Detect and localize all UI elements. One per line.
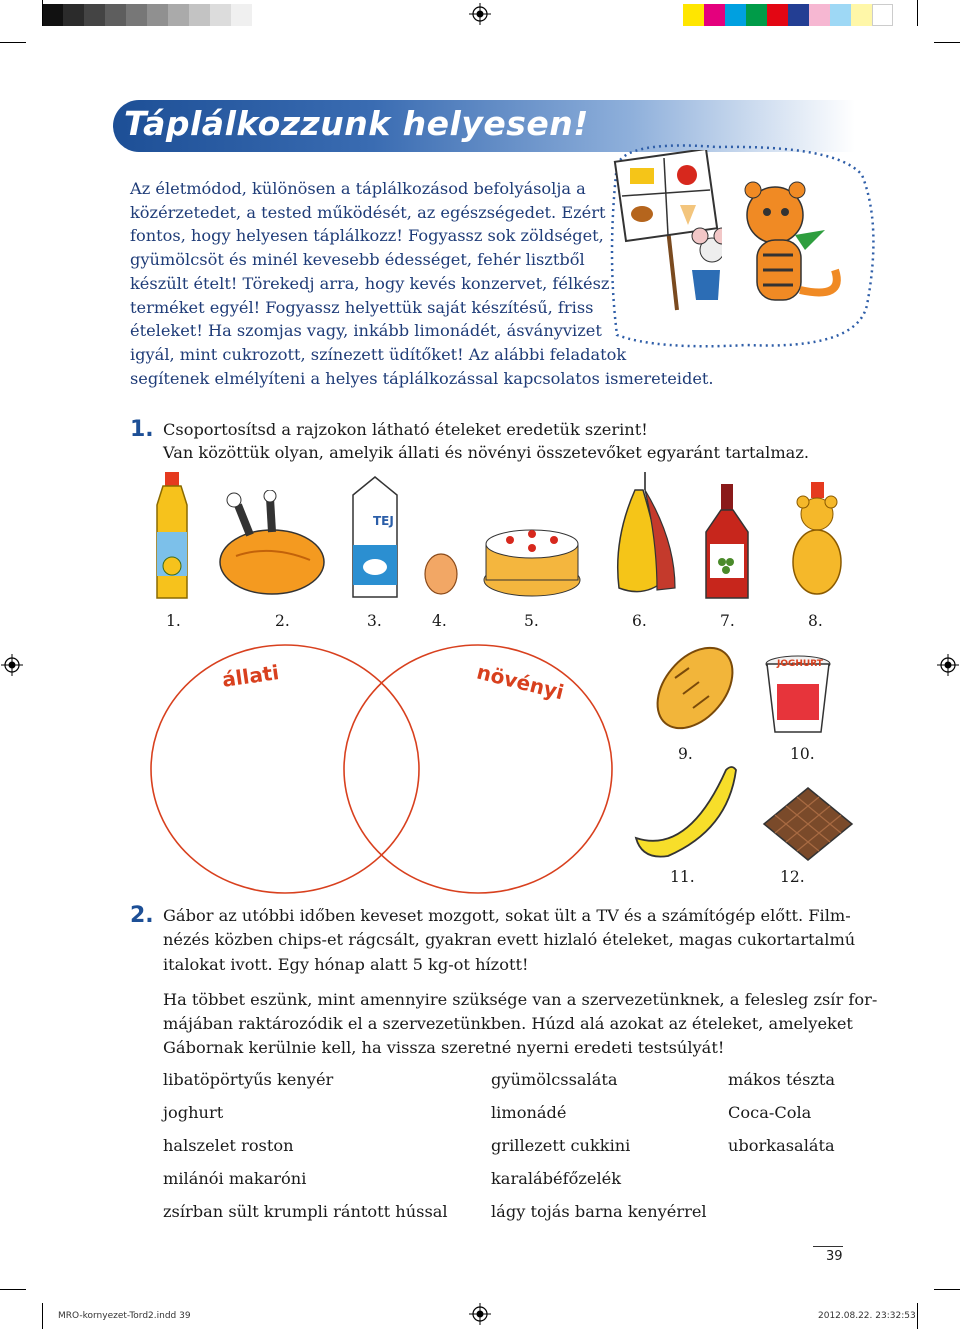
honey-bear-icon [785, 480, 850, 598]
food-number: 5. [524, 612, 539, 630]
food-word[interactable]: halszelet roston [163, 1136, 294, 1155]
intro-line: igyál, mint cukrozott, színezett üdítőket! Az alábbi feladatok [130, 344, 627, 364]
bread-icon [645, 638, 745, 738]
registration-mark-icon [937, 654, 959, 676]
task-1-number: 1. [130, 417, 154, 442]
intro-paragraph [130, 177, 740, 390]
yogurt-cup-icon [763, 652, 833, 737]
chocolate-bar-icon [760, 784, 855, 864]
food-number: 1. [166, 612, 181, 630]
venn-label-plant: növényi [474, 659, 567, 705]
task-2-text-line: italokat ivott. Egy hónap alatt 5 kg-ot hízott! [163, 955, 529, 974]
food-word[interactable]: karalábéfőzelék [491, 1169, 622, 1188]
intro-line: fontos, hogy helyesen táplálkozz! Fogyassz sok zöldséget, [130, 226, 604, 246]
food-number: 11. [670, 868, 695, 886]
task-2-text-line: májában raktározódik el a szervezetünkben. Húzd alá azokat az ételeket, amelyeket [163, 1014, 853, 1033]
food-number: 9. [678, 745, 693, 763]
roast-chicken-icon [210, 490, 330, 600]
food-number: 7. [720, 612, 735, 630]
task-2-number: 2. [130, 903, 154, 928]
task-1-line: Van közöttük olyan, amelyik állati és növényi összetevőket egyaránt tartalmaz. [163, 443, 810, 462]
intro-line: ételeket! Ha szomjas vagy, inkább limonádét, ásványvizet [130, 321, 602, 341]
milk-carton-icon [345, 475, 405, 600]
food-number: 10. [790, 745, 815, 763]
food-word[interactable]: libatöpörtyűs kenyér [163, 1070, 334, 1089]
food-word[interactable]: gyümölcssaláta [491, 1070, 618, 1089]
food-word[interactable]: grillezett cukkini [491, 1136, 631, 1155]
oil-bottle-icon [145, 470, 200, 605]
food-word[interactable]: lágy tojás barna kenyérrel [491, 1202, 707, 1221]
banana-icon [628, 760, 743, 860]
crop-mark [0, 1289, 26, 1290]
food-number: 12. [780, 868, 805, 886]
intro-line: közérzetedet, a tested működését, az egészségedet. Ezért [130, 202, 606, 222]
food-number: 6. [632, 612, 647, 630]
tiger-mascot-icon [735, 180, 865, 320]
task-2-text-line: nézés közben chips-et rágcsált, gyakran evett hizlaló ételeket, magas cukortartalmú [163, 930, 856, 949]
task-2-text-line: Ha többet eszünk, mint amennyire szüksége van a szervezetünknek, a felesleg zsír for- [163, 990, 878, 1009]
crop-mark [917, 0, 918, 26]
food-word[interactable]: mákos tészta [728, 1070, 836, 1089]
registration-mark-icon [469, 1303, 491, 1325]
cake-icon [480, 520, 585, 600]
food-word[interactable]: zsírban sült krumpli rántott hússal [163, 1202, 448, 1221]
food-number: 3. [367, 612, 382, 630]
food-number: 2. [275, 612, 290, 630]
yogurt-label: JOGHURT [777, 659, 823, 669]
intro-line: Az életmódod, különösen a táplálkozásod befolyásolja a [130, 179, 586, 198]
page-number-rule [813, 1246, 843, 1247]
task-2-text-line: Gábor az utóbbi időben keveset mozgott, sokat ült a TV és a számítógép előtt. Film- [163, 906, 851, 925]
registration-mark-icon [469, 3, 491, 25]
food-number: 4. [432, 612, 447, 630]
color-bar [683, 4, 893, 26]
food-number: 8. [808, 612, 823, 630]
crop-mark [934, 42, 960, 43]
egg-icon [422, 550, 460, 595]
venn-label-animal: állati [220, 660, 281, 692]
task-1-line: Csoportosítsd a rajzokon látható ételeket eredetük szerint! [163, 420, 648, 439]
crop-mark [42, 0, 43, 26]
milk-label: TEJ [373, 514, 394, 528]
food-word[interactable]: milánói makaróni [163, 1169, 307, 1188]
crop-mark [917, 1303, 918, 1329]
footer-date: 2012.08.22. 23:32:53 [818, 1311, 916, 1321]
intro-line: segítenek elmélyíteni a helyes táplálkozással kapcsolatos ismereteidet. [130, 368, 714, 388]
food-word[interactable]: Coca-Cola [728, 1103, 812, 1122]
ham-bacon-icon [605, 470, 685, 600]
food-word[interactable]: uborkasaláta [728, 1136, 835, 1155]
intro-line: készült ételt! Törekedj arra, hogy kevés konzervet, félkész [130, 273, 610, 293]
food-word[interactable]: limonádé [491, 1103, 567, 1122]
intro-line: gyümölcsöt és minél kevesebb édességet, fehér lisztből [130, 250, 585, 270]
crop-mark [42, 1303, 43, 1329]
page-title: Táplálkozzunk helyesen! [124, 104, 589, 143]
registration-mark-icon [1, 654, 23, 676]
intro-line: terméket egyél! Fogyassz helyettük saját készítésű, friss [130, 297, 594, 317]
footer-file: MRO-kornyezet-Tord2.indd 39 [58, 1311, 191, 1321]
crop-mark [0, 42, 26, 43]
food-word[interactable]: joghurt [163, 1103, 224, 1122]
task-2-text-line: Gábornak kerülnie kell, ha vissza szeretné nyerni eredeti testsúlyát! [163, 1038, 725, 1057]
wine-bottle-icon [700, 482, 755, 600]
crop-mark [934, 1289, 960, 1290]
grayscale-bar [42, 4, 252, 26]
venn-circle-animal [151, 645, 419, 893]
page-number: 39 [826, 1249, 843, 1264]
